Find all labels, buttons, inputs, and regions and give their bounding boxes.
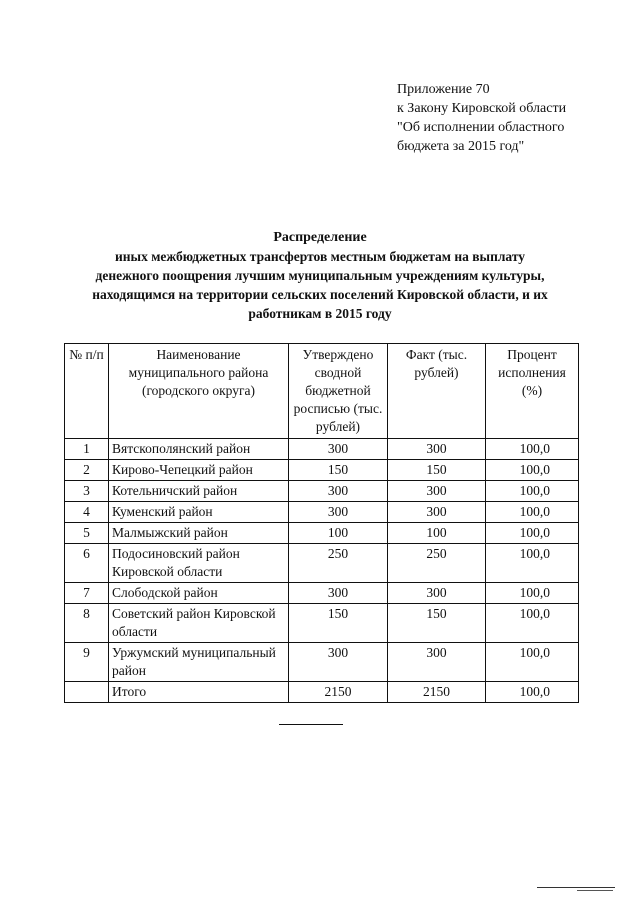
row-percent: 100,0 <box>486 481 579 502</box>
title-line-1: иных межбюджетных трансфертов местным бюджетам на выплату <box>114 249 526 264</box>
transfers-table <box>64 343 579 703</box>
row-approved: 250 <box>289 544 388 583</box>
row-name: Уржумский муниципальный район <box>109 643 289 682</box>
total-percent: 100,0 <box>486 682 579 703</box>
appendix-line-3: "Об исполнении областного <box>397 120 565 135</box>
row-approved: 300 <box>289 643 388 682</box>
title-line-2: денежного поощрения лучшим муниципальным учреждениям культуры, <box>95 268 545 283</box>
row-percent: 100,0 <box>486 544 579 583</box>
table-row <box>65 439 579 460</box>
row-approved: 300 <box>289 481 388 502</box>
table-row <box>65 583 579 604</box>
table-row <box>65 502 579 523</box>
appendix-line-1: Приложение 70 <box>397 82 490 97</box>
row-name: Малмыжский район <box>109 523 289 544</box>
document-title <box>40 228 600 323</box>
row-name: Слободской район <box>109 583 289 604</box>
row-approved: 100 <box>289 523 388 544</box>
row-fact: 100 <box>388 523 486 544</box>
row-name: Куменский район <box>109 502 289 523</box>
row-fact: 150 <box>388 604 486 643</box>
row-fact: 250 <box>388 544 486 583</box>
row-fact: 300 <box>388 481 486 502</box>
row-name: Советский район Кировской области <box>109 604 289 643</box>
table-row <box>65 523 579 544</box>
row-fact: 300 <box>388 643 486 682</box>
appendix-line-4: бюджета за 2015 год" <box>397 139 525 154</box>
row-num: 3 <box>65 481 109 502</box>
total-num <box>65 682 109 703</box>
row-fact: 150 <box>388 460 486 481</box>
row-approved: 300 <box>289 583 388 604</box>
header-name: Наименование муниципального района (городского округа) <box>109 344 289 439</box>
row-name: Кирово-Чепецкий район <box>109 460 289 481</box>
row-percent: 100,0 <box>486 439 579 460</box>
title-line-3: находящимся на территории сельских поселений Кировской области, и их <box>92 287 548 302</box>
row-percent: 100,0 <box>486 502 579 523</box>
total-fact: 2150 <box>388 682 486 703</box>
appendix-header <box>397 80 566 156</box>
row-num: 8 <box>65 604 109 643</box>
table-row <box>65 643 579 682</box>
header-approved: Утверждено сводной бюджетной росписью (тыс. рублей) <box>289 344 388 439</box>
table-header-row <box>65 344 579 439</box>
row-num: 6 <box>65 544 109 583</box>
end-divider <box>279 724 343 725</box>
total-approved: 2150 <box>289 682 388 703</box>
header-fact: Факт (тыс. рублей) <box>388 344 486 439</box>
row-approved: 300 <box>289 502 388 523</box>
title-heading: Распределение <box>273 230 367 245</box>
total-label: Итого <box>109 682 289 703</box>
row-fact: 300 <box>388 583 486 604</box>
row-approved: 300 <box>289 439 388 460</box>
table-row <box>65 604 579 643</box>
row-name: Котельничский район <box>109 481 289 502</box>
row-name: Подосиновский район Кировской области <box>109 544 289 583</box>
row-num: 1 <box>65 439 109 460</box>
title-line-4: работникам в 2015 году <box>248 306 392 321</box>
row-percent: 100,0 <box>486 643 579 682</box>
row-approved: 150 <box>289 460 388 481</box>
table-row <box>65 544 579 583</box>
row-percent: 100,0 <box>486 460 579 481</box>
table-row <box>65 460 579 481</box>
row-percent: 100,0 <box>486 523 579 544</box>
table-row <box>65 481 579 502</box>
row-num: 9 <box>65 643 109 682</box>
row-num: 5 <box>65 523 109 544</box>
row-name: Вятскополянский район <box>109 439 289 460</box>
table-total-row <box>65 682 579 703</box>
header-percent: Процент исполнения (%) <box>486 344 579 439</box>
row-fact: 300 <box>388 502 486 523</box>
row-num: 2 <box>65 460 109 481</box>
row-percent: 100,0 <box>486 583 579 604</box>
row-fact: 300 <box>388 439 486 460</box>
corner-mark <box>537 887 615 888</box>
row-percent: 100,0 <box>486 604 579 643</box>
appendix-line-2: к Закону Кировской области <box>397 101 567 116</box>
row-num: 7 <box>65 583 109 604</box>
row-approved: 150 <box>289 604 388 643</box>
header-num: № п/п <box>65 344 109 439</box>
row-num: 4 <box>65 502 109 523</box>
